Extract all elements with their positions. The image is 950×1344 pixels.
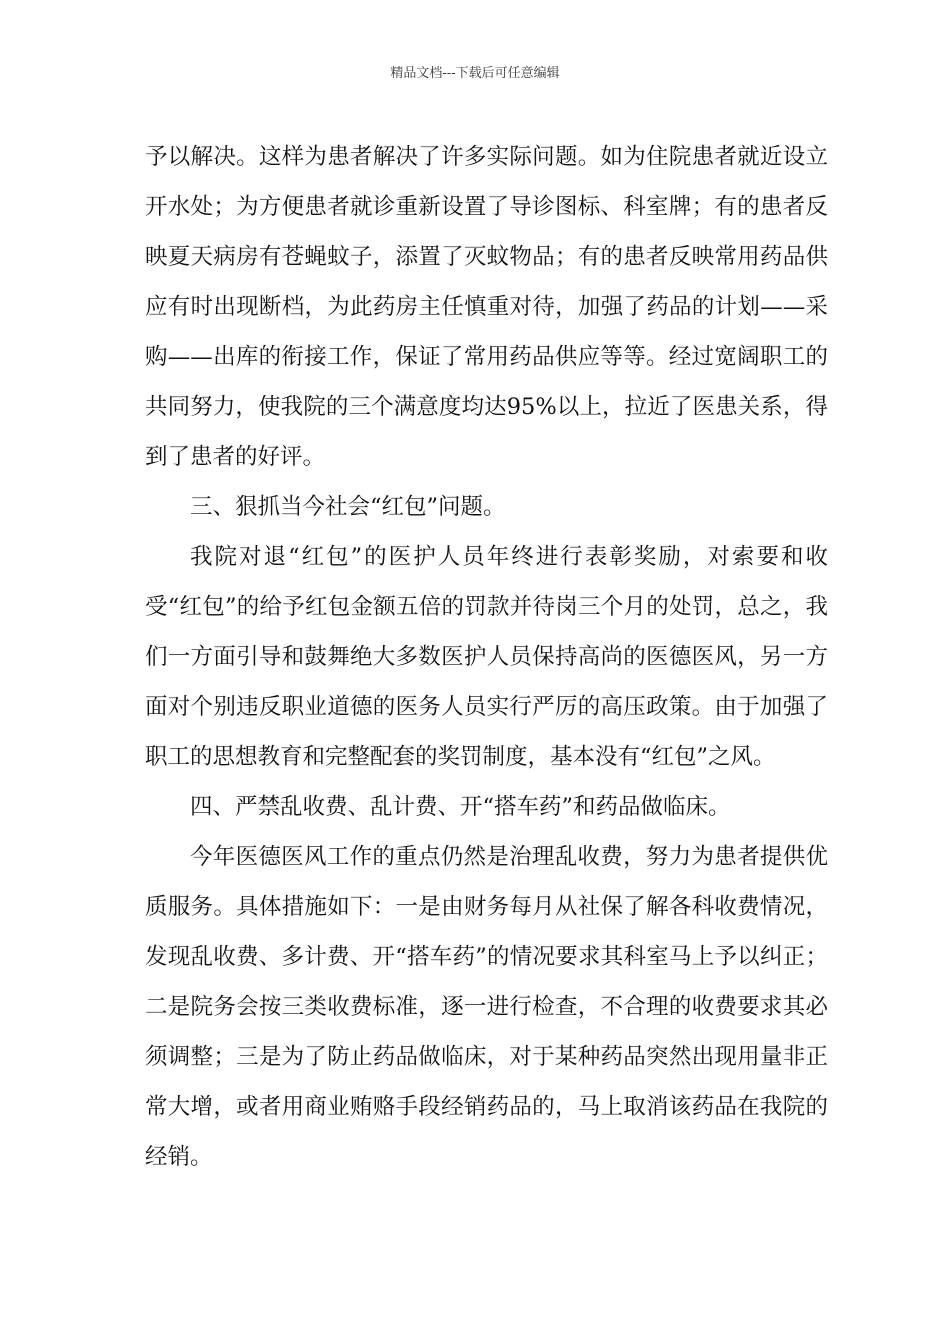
paragraph-red-envelope: 我院对退“红包”的医护人员年终进行表彰奖励，对索要和收受“红包”的给予红包金额五倍的罚款并待岗三个月的处罚，总之，我们一方面引导和鼓舞绝大多数医护人员保持高尚的医德医风，另一方面对个别违反职业道德的医务人员实行严厉的高压政策。由于加强了职工的思想教育和完整配套的奖罚制度，基本没有“红包”之风。 [145,544,828,770]
paragraph-fees: 今年医德医风工作的重点仍然是治理乱收费，努力为患者提供优质服务。具体措施如下：一是由财务每月从社保了解各科收费情况，发现乱收费、多计费、开“搭车药”的情况要求其科室马上予以纠正；二是院务会按三类收费标准，逐一进行检查，不合理的收费要求其必须调整；三是为了防止药品做临床，对于某种药品突然出现用量非正常大增，或者用商业贿赂手段经销药品的，马上取消该药品在我院的经销。 [145,844,828,1170]
header-watermark: 精品文档---下载后可任意编辑 [390,66,560,81]
document-body [145,132,828,1182]
section-heading-fees: 四、严禁乱收费、乱计费、开“搭车药”和药品做临床。 [190,794,731,820]
paragraph-continuation: 予以解决。这样为患者解决了许多实际问题。如为住院患者就近设立开水处；为方便患者就诊重新设置了导诊图标、科室牌；有的患者反映夏天病房有苍蝇蚊子，添置了灭蚊物品；有的患者反映常用药品供应有时出现断档，为此药房主任慎重对待，加强了药品的计划——采购——出库的衔接工作，保证了常用药品供应等等。经过宽阔职工的共同努力，使我院的三个满意度均达95%以上，拉近了医患关系，得到了患者的好评。 [145,144,828,470]
section-heading-red-envelope: 三、狠抓当今社会“红包”问题。 [190,494,506,520]
